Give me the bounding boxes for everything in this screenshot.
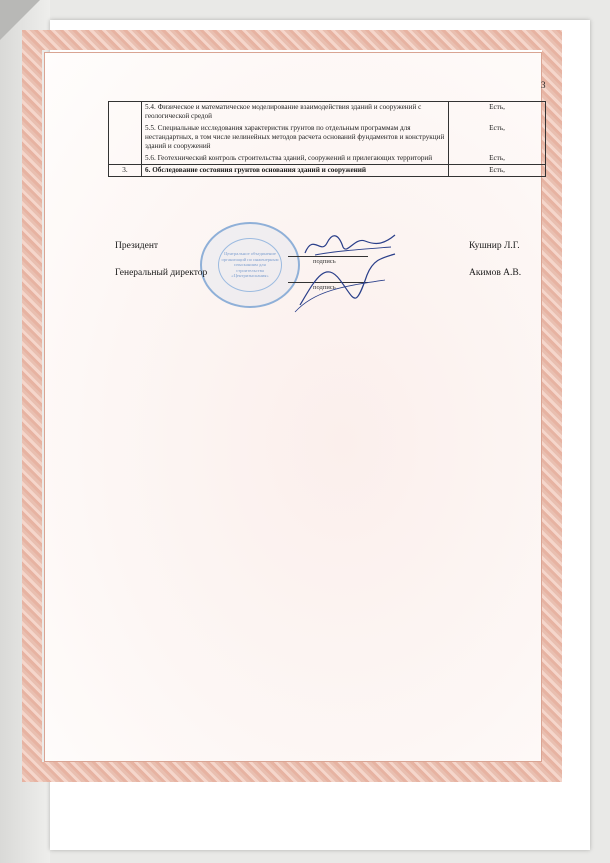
availability-value: Есть, <box>489 103 505 111</box>
director-signature-caption: подпись <box>313 284 336 291</box>
president-title: Президент <box>115 241 159 251</box>
page-number: 3 <box>541 80 546 90</box>
permits-table <box>108 101 546 177</box>
director-signature-icon <box>285 250 405 320</box>
president-name: Кушнир Л.Г. <box>469 241 520 251</box>
availability-value: Есть, <box>489 124 505 132</box>
work-item: 5.6. Геотехнический контроль строительства зданий, сооружений и прилегающих территорий <box>145 154 433 162</box>
availability-value: Есть, <box>489 154 505 162</box>
availability-value: Есть, <box>449 165 546 177</box>
folded-corner <box>0 0 40 40</box>
work-item: 6. Обследование состояния грунтов основания зданий и сооружений <box>142 165 449 177</box>
director-name: Акимов А.В. <box>469 268 522 278</box>
row-number: 3. <box>109 165 142 177</box>
table-row <box>109 165 546 177</box>
work-types-cell <box>142 102 449 165</box>
director-title: Генеральный директор <box>115 268 208 278</box>
table-row <box>109 102 546 165</box>
president-signature-caption: подпись <box>313 258 336 265</box>
stamp-text: Центральное объединение организаций по инженерным изысканиям для строительства «Центризыскания» <box>218 238 282 292</box>
row-number <box>109 102 142 165</box>
work-item: 5.5. Специальные исследования характеристик грунтов по отдельным программам для нестандартных, в том числе нелинейных методов расчета оснований фундаментов и конструкций зданий и сооружений <box>145 124 445 150</box>
availability-cell <box>449 102 546 165</box>
work-item: 5.4. Физическое и математическое моделирование взаимодействия зданий и сооружений с геологической средой <box>145 103 422 120</box>
